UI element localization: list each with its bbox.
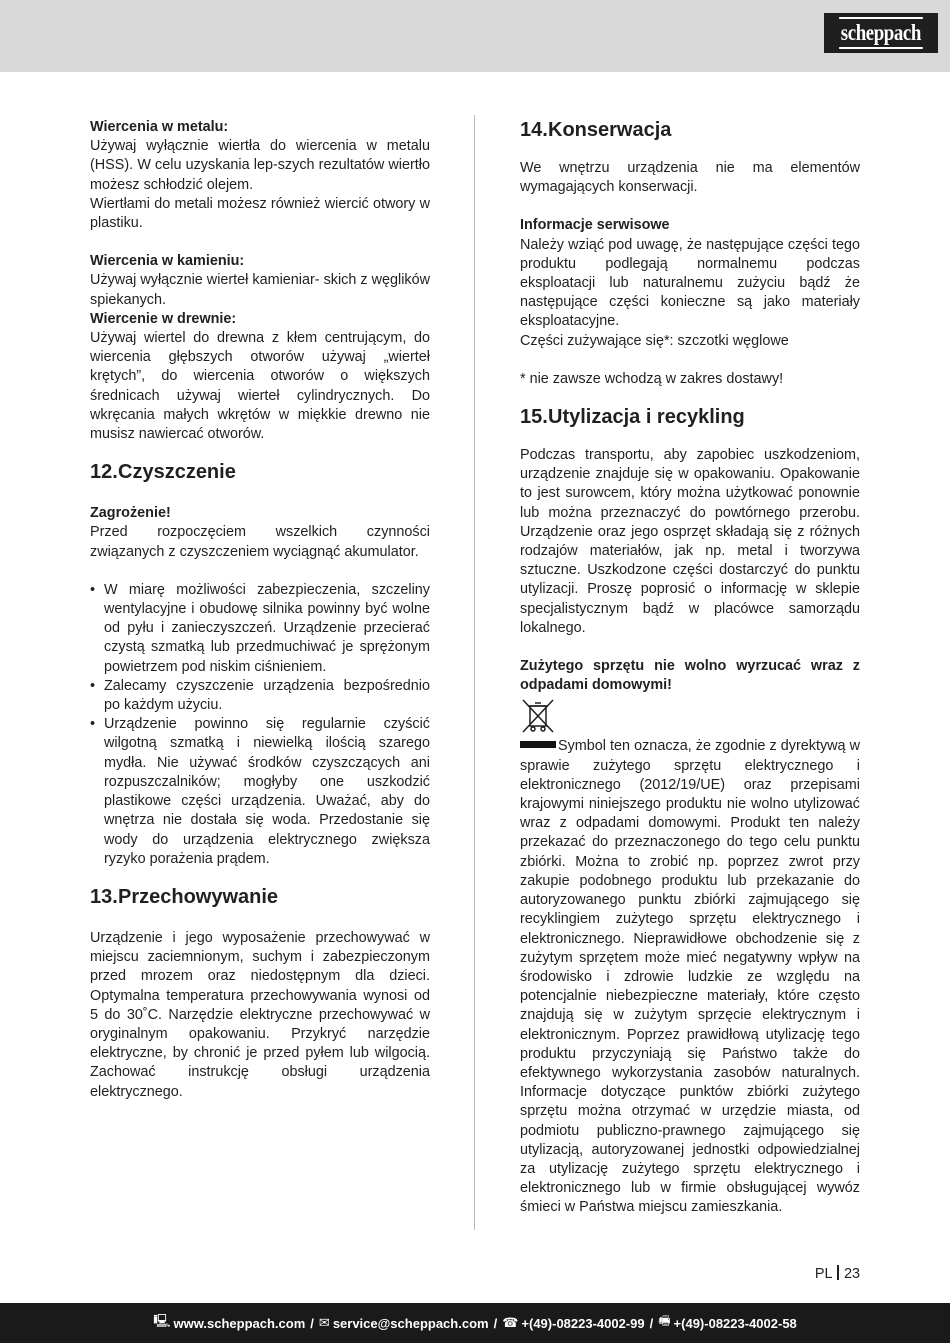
phone-icon: ☎ (502, 1315, 519, 1330)
left-column (90, 118, 430, 1102)
section-14-title: Konserwacja (548, 119, 672, 141)
wood-text: Używaj wiertel do drewna z kłem centrującym, do wiercenia głębszych otworów używaj „wierteł krętych”, do wiercenia otworów o większych średnicach używaj wierteł cylindrycznych. Do wkręcania małych wkrętów w miękkie drewno nie musisz nawiercać otworów. (90, 330, 430, 443)
footer-phone: +(49)-08223-4002-99 (521, 1315, 645, 1331)
weee-bar-symbol (520, 741, 556, 748)
list-item: • W miarę możliwości zabezpieczenia, szczeliny wentylacyjne i obudowę silnika powinny być wolne od pyłu i zanieczyszczeń. Urządzenie przecierać czystą szmatką lub przedmuchiwać je sprężonym powietrzem pod niskim ciśnieniem. (90, 581, 430, 677)
section-12-title: Czyszczenie (118, 461, 236, 484)
cleaning-list (90, 581, 430, 869)
brand-logo (824, 13, 938, 53)
wood-heading: Wiercenie w drewnie: (90, 310, 237, 327)
weee-text: Symbol ten oznacza, że zgodnie z dyrektywą w sprawie zużytego sprzętu elektrycznego i elektronicznego (2012/19/UE) oraz przepisami krajowymi niniejszego produktu nie wolno utylizować wraz z odpadami domowymi. Produkt ten należy przekazać do przeznaczonego do tego celu punktu zbiórki. Można to zrobić np. poprzez zwrot przy zakupie podobnego produktu lub przekazanie do autoryzowanego punktu zbiórki zajmującego się recyklingiem zużytego sprzętu elektrycznego i elektronicznego. Nieprawidłowe obchodzenie się z zużytym sprzętem może mieć negatywny wpływ na środowisko i zdrowie ludzkie ze względu na potencjalnie niebezpieczne materiały, które często znajdują się w zużytym sprzęcie elektrycznym i elektronicznym. Poprzez prawidłową utylizację tego produktu przyczyniają się Państwo także do efektywnego wykorzystania zasobów naturalnych. Informacje dotyczące punktów zbiórki zużytego sprzętu można otrzymać w urzędzie miasta, od podmiotu publiczno-prawnego zajmującego się utylizacją, autoryzowanej jednostki odpowiedzialnej za utylizację zużytego sprzętu elektrycznego i elektronicznego lub w firmie obsługującej wywóz śmieci w Państwa miejscu zamieszkania. (520, 738, 860, 1216)
stone-text: Używaj wyłącznie wierteł kamieniar- skich z węglików spiekanych. (90, 272, 430, 308)
delivery-note: * nie zawsze wchodzą w zakres dostawy! (520, 370, 784, 387)
disposal-warning: Zużytego sprzętu nie wolno wyrzucać wraz z odpadami domowymi! (520, 658, 860, 694)
footer-separator: / (649, 1315, 654, 1331)
footer-separator: / (493, 1315, 498, 1331)
wear-parts: Części zużywające się*: szczotki węglowe (520, 332, 789, 349)
section-13-title: Przechowywanie (118, 885, 279, 908)
computer-icon: 🖳 (153, 1313, 171, 1328)
footer-website[interactable]: www.scheppach.com (173, 1315, 306, 1331)
maintenance-text: We wnętrzu urządzenia nie ma elementów wymagających konserwacji. (520, 160, 860, 196)
right-column (520, 118, 860, 1218)
page-number-value: 23 (843, 1266, 860, 1282)
metal-text-1: Używaj wyłącznie wiertła do wiercenia w metalu (HSS). W celu uzyskania lep-szych rezultatów wiertło możesz schłodzić olejem. (90, 138, 430, 193)
section-13-heading (90, 885, 430, 909)
footer-fax: +(49)-08223-4002-58 (673, 1315, 797, 1331)
page-number-separator (837, 1265, 839, 1280)
recycling-text: Podczas transportu, aby zapobiec uszkodzeniom, urządzenie znajduje się w opakowaniu. Opakowanie to jest surowcem, który można użytkować ponownie lub można przeznaczyć do powtórnego przerobu. Urządzenie oraz jego osprzęt składają się z różnych rodzajów materiałów, jak np. metal i tworzywa sztuczne. Uszkodzone części dostarczyć do punktu utylizacji. Proszę poprosić o informację w sklepie specjalistycznym bądź w placówce samorządu lokalnego. (520, 447, 860, 636)
header-band (0, 0, 950, 72)
footer-bar (0, 1303, 950, 1343)
crossed-bin-icon (520, 697, 556, 735)
section-14-heading (520, 118, 860, 142)
column-divider (474, 115, 475, 1230)
stone-heading: Wiercenia w kamieniu: (90, 253, 245, 270)
section-15-heading (520, 405, 860, 429)
danger-text: Przed rozpoczęciem wszelkich czynności związanych z czyszczeniem wyciągnąć akumulator. (90, 524, 430, 560)
footer-separator: / (310, 1315, 314, 1331)
section-13-number: 13. (90, 885, 118, 908)
section-12-number: 12. (90, 461, 118, 484)
storage-text: Urządzenie i jego wyposażenie przechowywać w miejscu zaciemnionym, suchym i zabezpieczonym przed mrozem oraz niedostępnym dla dzieci. Optymalna temperatura przechowywania wynosi od 5 do 30˚C. Narzędzie elektryczne przechowywać w oryginalnym opakowaniu. Przykryć narzędzie elektryczne, by chronić je przed pyłem lub wilgocią. Zachować instrukcję obsługi urządzenia elektrycznego. (90, 929, 430, 1100)
logo-text: scheppach (839, 17, 922, 49)
section-12-heading (90, 460, 430, 484)
danger-label: Zagrożenie! (90, 505, 171, 522)
list-item: • Zalecamy czyszczenie urządzenia bezpośrednio po każdym użyciu. (90, 677, 430, 715)
section-15-number: 15. (520, 406, 548, 429)
page-lang: PL (814, 1266, 833, 1282)
metal-text-2: Wiertłami do metali możesz również wiercić otwory w plastiku. (90, 195, 430, 232)
metal-heading: Wiercenia w metalu: (90, 119, 229, 135)
section-14-number: 14. (520, 119, 548, 141)
service-heading: Informacje serwisowe (520, 217, 670, 234)
page-number (815, 1265, 860, 1282)
mail-icon: ✉ (318, 1315, 330, 1330)
section-15-title: Utylizacja i recykling (548, 406, 745, 429)
list-item: • Urządzenie powinno się regularnie czyścić wilgotną szmatką i niewielką ilością szarego mydła. Nie używać środków czyszczących ani rozpuszczalników; mogłyby one uszkodzić plastikowe części urządzenia. Uważać, aby do wnętrza nie dostała się woda. Przedostanie się wody do urządzenia elektrycznego zwiększa ryzyko porażenia prądem. (90, 715, 430, 869)
fax-icon: 🖷 (658, 1313, 671, 1328)
service-text: Należy wziąć pod uwagę, że następujące części tego produktu podlegają normalnemu podczas eksploatacji lub naturalnemu zużyciu bądź że następujące części konieczne są jako materiały eksploatacyjne. (520, 236, 860, 330)
footer-email[interactable]: service@scheppach.com (332, 1315, 489, 1331)
